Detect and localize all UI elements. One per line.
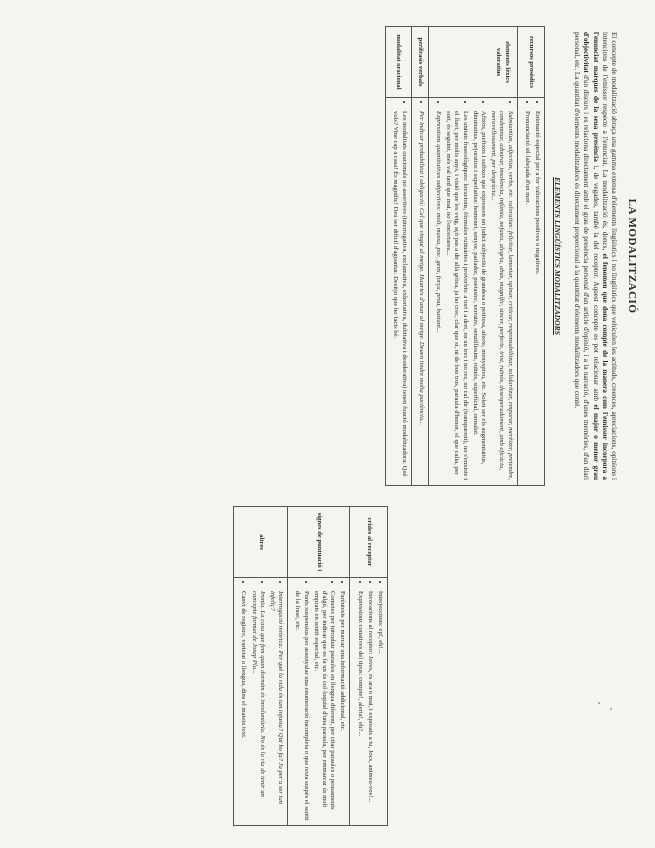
modalizers-table-main bbox=[385, 26, 545, 486]
intro-bold-1: el fenomen que dona compte de la manera com l'emissor incorpora a l'enunciat marques de la seua presència bbox=[591, 32, 609, 480]
row-label: elements lèxics valoratius bbox=[428, 27, 517, 98]
list-item: • Afixos, prefixos i sufixos que expressen un judici subjectiu de grandesa o petitesa, afecte, menyspreu, etc. Solen ser els augmentatius, diminutius, pejoratius i superlatius: homenet, senyor, parlador, poetastre, xerraire, senzillíssim, ruïnós, superfícial, ormalot. bbox=[471, 111, 487, 481]
row-label: recursos prosòdics bbox=[517, 27, 544, 98]
table-row bbox=[517, 27, 544, 486]
row-content bbox=[386, 98, 411, 486]
list-item: • Cometes per introduir paraules en llengua diferent, per citar paraules o pensaments d'algú, per indicar que es fa un ús col·loquial d'una paraula, per emmarcar ús molt emprats en sentit especial, etc. bbox=[312, 591, 337, 821]
list-item: • Les unitats fraseològiques: locucions, fórmules rutinàries i proverbis: a tort i a dret, en un tres i no res, no cal dir (transparent), no s'enxiste i el llavi, per molts anys, i visió que les veig, açò pas a dir allà géixa, ja ho crec, clar que sí, ni de bon tros, paraula d'honor, el que calia, per sort, és seguint, més val tard que mai, no l'encertareu... bbox=[444, 111, 469, 481]
row-content bbox=[350, 578, 388, 826]
row-label: signes de puntuació i bbox=[288, 507, 350, 578]
row-label: modalitat oracional bbox=[386, 27, 411, 98]
row-label: perífrasis verbals bbox=[411, 27, 428, 98]
list-item: • Per indicar probabilitat i obligació: Cal que vingui al metge. Hauries d'anar al metge. Deuen tindre molta paciència... bbox=[417, 111, 425, 481]
scan-speck bbox=[610, 708, 612, 710]
list-item: • Ironia. La casa que fem quan dormim és involuntària. No és la via de tenir un concepte format de Josep Pla... bbox=[249, 591, 265, 821]
list-item: • Entonació especial per a fer valoracions positives o negatives. bbox=[533, 111, 541, 481]
list-item: • Expressions quantitatives subjectives: molt, massa, poc, gens, força, prou, bastant... bbox=[434, 111, 442, 481]
row-content bbox=[428, 98, 517, 486]
table-row bbox=[350, 507, 388, 826]
row-label: crides al receptor bbox=[350, 507, 388, 578]
list-item: • Punts suspensius per assenyalar una enumeració incompleta o que resta suspès el sentit de la frase, etc. bbox=[293, 591, 309, 821]
table-row bbox=[288, 507, 350, 826]
table-row bbox=[411, 27, 428, 486]
row-content bbox=[234, 578, 288, 826]
intro-tail: d'un discurs i es relaciona directament amb el grau de presència personal d'un article d'opinió, i a la narració, d'unes memòries, d'un diari personal, etc. La quantitat d'elements modalitzadors és directament proporcional a la quantitat d'elements modalitzadors que conté. bbox=[573, 32, 591, 480]
list-item: • Parèntesis per marcar una informació addicional, etc. bbox=[338, 591, 346, 821]
intro-mid: i, de vegades, també la del receptor. Aquest concepte es pot relacionar amb bbox=[591, 161, 600, 405]
document-title: LA MODALITZACIÓ bbox=[626, 198, 638, 314]
section-title: ELEMENTS LINGÜÍSTICS MODALITZADORS bbox=[552, 177, 562, 335]
list-item: • Pronunciació sil·labejada d'un mot. bbox=[523, 111, 531, 481]
main-column bbox=[78, 26, 638, 486]
list-item: • Canvi de registre, varietat o llengua, dins el mateix text. bbox=[239, 591, 247, 821]
intro-bold-2: el major o menor grau d'objectivitat bbox=[582, 32, 600, 480]
list-item: • Substantius, adjectius, verbs, etc. valoratius: felicitar, lamentar, opinar, criticar, responsabilitzar, solidaritzar, emparar, merèixer, pretendre, condemnar, admirar, insolència, infàmia, nefasta, alegria, abús, magnífic, sincer, perfecte, trist, ruïnós, desesperadament, amb eficàcia, meravellosament, per desgràcia... bbox=[489, 111, 514, 481]
list-item: • Invocacions al receptor: Joves, és ara o mai, i exposats a tu, Jocs, animeu-vos!... bbox=[366, 591, 374, 821]
secondary-column bbox=[78, 506, 638, 826]
rotated-content bbox=[78, 26, 638, 826]
list-item: • Interjeccions: ep!, eh!... bbox=[376, 591, 384, 821]
intro-paragraph bbox=[572, 32, 618, 480]
list-item: • Expressions conatives del tipus: compte!, alerta!, eh?... bbox=[355, 591, 363, 821]
list-item: • Les modalitats oracionals no assertives (interrogativa, exclamativa, exhortativa, dubitativa i desiderativa) tenen funció modalitzadora: Què vols? Vine cap a casa! És magnífic! Deu ser difícil d'aguantar. Desitjo que ho facis bé. bbox=[391, 111, 407, 481]
row-label: altres bbox=[234, 507, 288, 578]
table-row bbox=[428, 27, 517, 486]
table-row bbox=[234, 507, 288, 826]
list-item: • Interrogació retòrica: Per què la vida és tan injusta? Qui ho fa? Ja per a ser tan infeliç? bbox=[268, 591, 284, 821]
scan-speck bbox=[598, 702, 600, 704]
modalizers-table-continued bbox=[233, 506, 388, 826]
row-content bbox=[411, 98, 428, 486]
row-content bbox=[517, 98, 544, 486]
row-content bbox=[288, 578, 350, 826]
table-row bbox=[386, 27, 411, 486]
intro-lead: El concepte de modalització abraça una gamma extensa d'elements lingüístics i no lingüístics que vehiculen les actituds, creences, apreciacions, opinions i intencions de l'emissor respecte a l'enunciat. La modalització és, doncs, bbox=[600, 32, 618, 480]
